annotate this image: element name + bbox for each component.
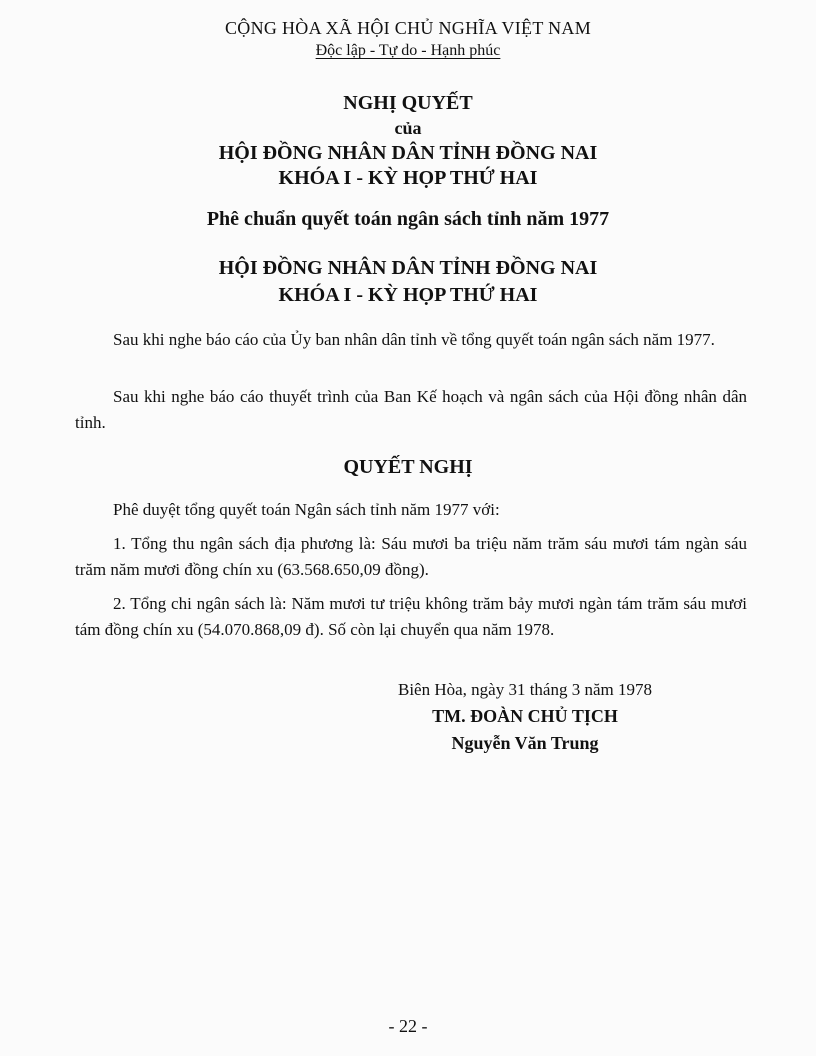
signatory-title: TM. ĐOÀN CHỦ TỊCH [432,706,618,726]
council-session: KHÓA I - KỲ HỌP THỨ HAI [278,167,538,189]
page-number: - 22 - [388,1016,428,1036]
resolution-subject: Phê chuẩn quyết toán ngân sách tỉnh năm 1977 [206,208,610,230]
preamble-paragraph-2: Sau khi nghe báo cáo thuyết trình của Ban Kế hoạch và ngân sách của Hội đồng nhân dân tỉnh. [75,387,747,432]
preamble-paragraph-1: Sau khi nghe báo cáo của Ủy ban nhân dân tỉnh về tổng quyết toán ngân sách năm 1977. [113,330,715,349]
national-motto: Độc lập - Tự do - Hạnh phúc [315,42,501,59]
council-name: HỘI ĐỒNG NHÂN DÂN TỈNH ĐỒNG NAI [218,142,598,164]
resolution-title: NGHỊ QUYẾT [343,92,473,114]
resolution-of-label: của [394,118,422,138]
decision-intro: Phê duyệt tổng quyết toán Ngân sách tỉnh năm 1977 với: [113,500,500,519]
signatory-name: Nguyễn Văn Trung [451,733,599,753]
national-title: CỘNG HÒA XÃ HỘI CHỦ NGHĨA VIỆT NAM [224,18,592,38]
issuer-council-session: KHÓA I - KỲ HỌP THỨ HAI [278,284,538,306]
decision-heading: QUYẾT NGHỊ [343,456,473,478]
place-and-date: Biên Hòa, ngày 31 tháng 3 năm 1978 [397,680,652,699]
decision-item-2: 2. Tổng chi ngân sách là: Năm mươi tư triệu không trăm bảy mươi ngàn tám trăm sáu mươi tám đồng chín xu (54.070.868,09 đ). Số còn lại chuyển qua năm 1978. [75,594,747,639]
issuer-council-name: HỘI ĐỒNG NHÂN DÂN TỈNH ĐỒNG NAI [218,257,598,279]
decision-item-1: 1. Tổng thu ngân sách địa phương là: Sáu mươi ba triệu năm trăm sáu mươi tám ngàn sáu trăm năm mươi đồng chín xu (63.568.650,09 đồng). [75,534,747,579]
